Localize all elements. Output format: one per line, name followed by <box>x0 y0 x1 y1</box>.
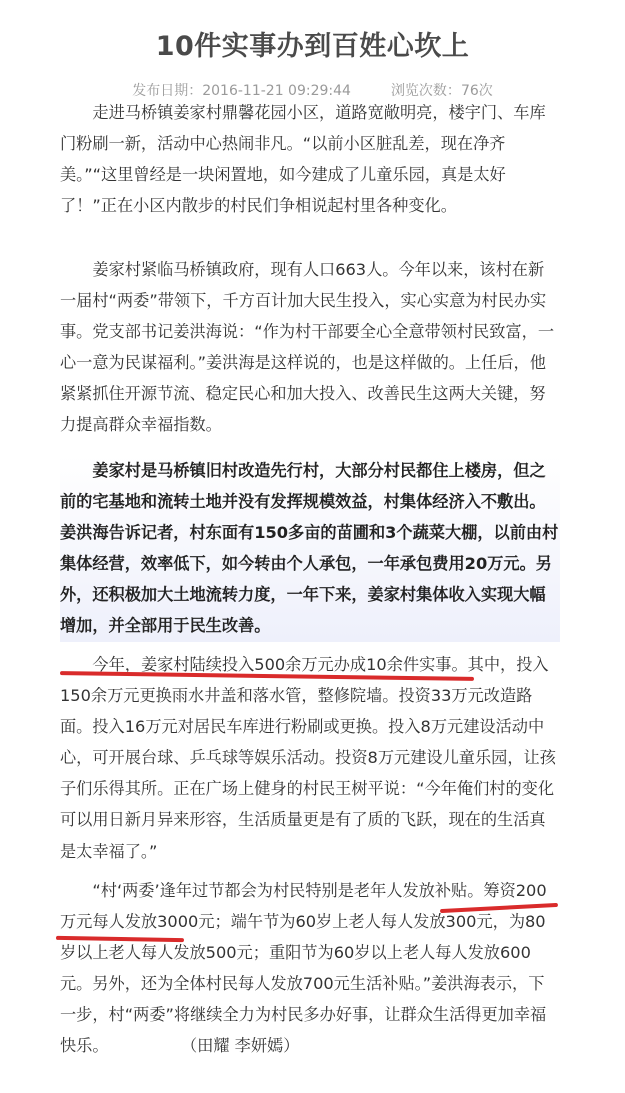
views-count: 76次 <box>460 83 493 99</box>
publish-label: 发布日期： <box>132 83 203 99</box>
paragraph-2: 姜家村紧临马桥镇政府，现有人口663人。今年以来，该村在新一届村“两委”带领下，千方百计加大民生投入，实心实意为村民办实事。党支部书记姜洪海说：“作为村干部要全心全意带领村民致富，一心一意为民谋福利。”姜洪海是这样说的，也是这样做的。上任后，他紧紧抓住开源节流、稳定民心和加大投入、改善民生这两大关键，努力提高群众幸福指数。 <box>60 260 555 435</box>
paragraph-1: 走进马桥镇姜家村鼎馨花园小区，道路宽敞明亮，楼宇门、车库门粉刷一新，活动中心热闹非凡。“以前小区脏乱差，现在净齐美。”“这里曾经是一块闲置地，如今建成了儿童乐园，真是太好了！”正在小区内散步的村民们争相说起村里各种变化。 <box>60 103 546 216</box>
paragraph-5-text: “村‘两委’逢年过节都会为村民特别是老年人发放补贴。筹资200万元每人发放3000元；端午节为60岁上老人每人发放300元，为80岁以上老人每人发放500元；重阳节为60岁以上老人每人发放600元。另外，还为全体村民每人发放700元生活补贴。”姜洪海表示，下一步，村“两委”将继续全力为村民多办好事，让群众生活得更加幸福快乐。 <box>60 881 547 1056</box>
article-byline: （田耀 李妍嫣） <box>180 1036 300 1056</box>
paragraph-5 <box>60 875 560 1062</box>
views-label: 浏览次数： <box>390 83 461 99</box>
publish-date: 2016-11-21 09:29:44 <box>202 83 351 99</box>
article-title: 10件实事办到百姓心坎上 <box>155 31 470 63</box>
paragraph-4: 今年，姜家村陆续投入500余万元办成10余件实事。其中，投入150余万元更换雨水井盖和落水管，整修院墙。投资33万元改造路面。投入16万元对居民车库进行粉刷或更换。投入8万元建设活动中心，可开展台球、乒乓球等娱乐活动。投资8万元建设儿童乐园，让孩子们乐得其所。正在广场上健身的村民王树平说：“今年俺们村的变化可以用日新月异来形容，生活质量更是有了质的飞跃，现在的生活真是太幸福了。” <box>60 655 556 861</box>
paragraph-3: 姜家村是马桥镇旧村改造先行村，大部分村民都住上楼房，但之前的宅基地和流转土地并没有发挥规模效益，村集体经济入不敷出。姜洪海告诉记者，村东面有150多亩的苗圃和3个蔬菜大棚，以前由村集体经营，效率低下，如今转由个人承包，一年承包费用20万元。另外，还积极加大土地流转力度，一年下来，姜家村集体收入实现大幅增加，并全部用于民生改善。 <box>60 455 560 642</box>
